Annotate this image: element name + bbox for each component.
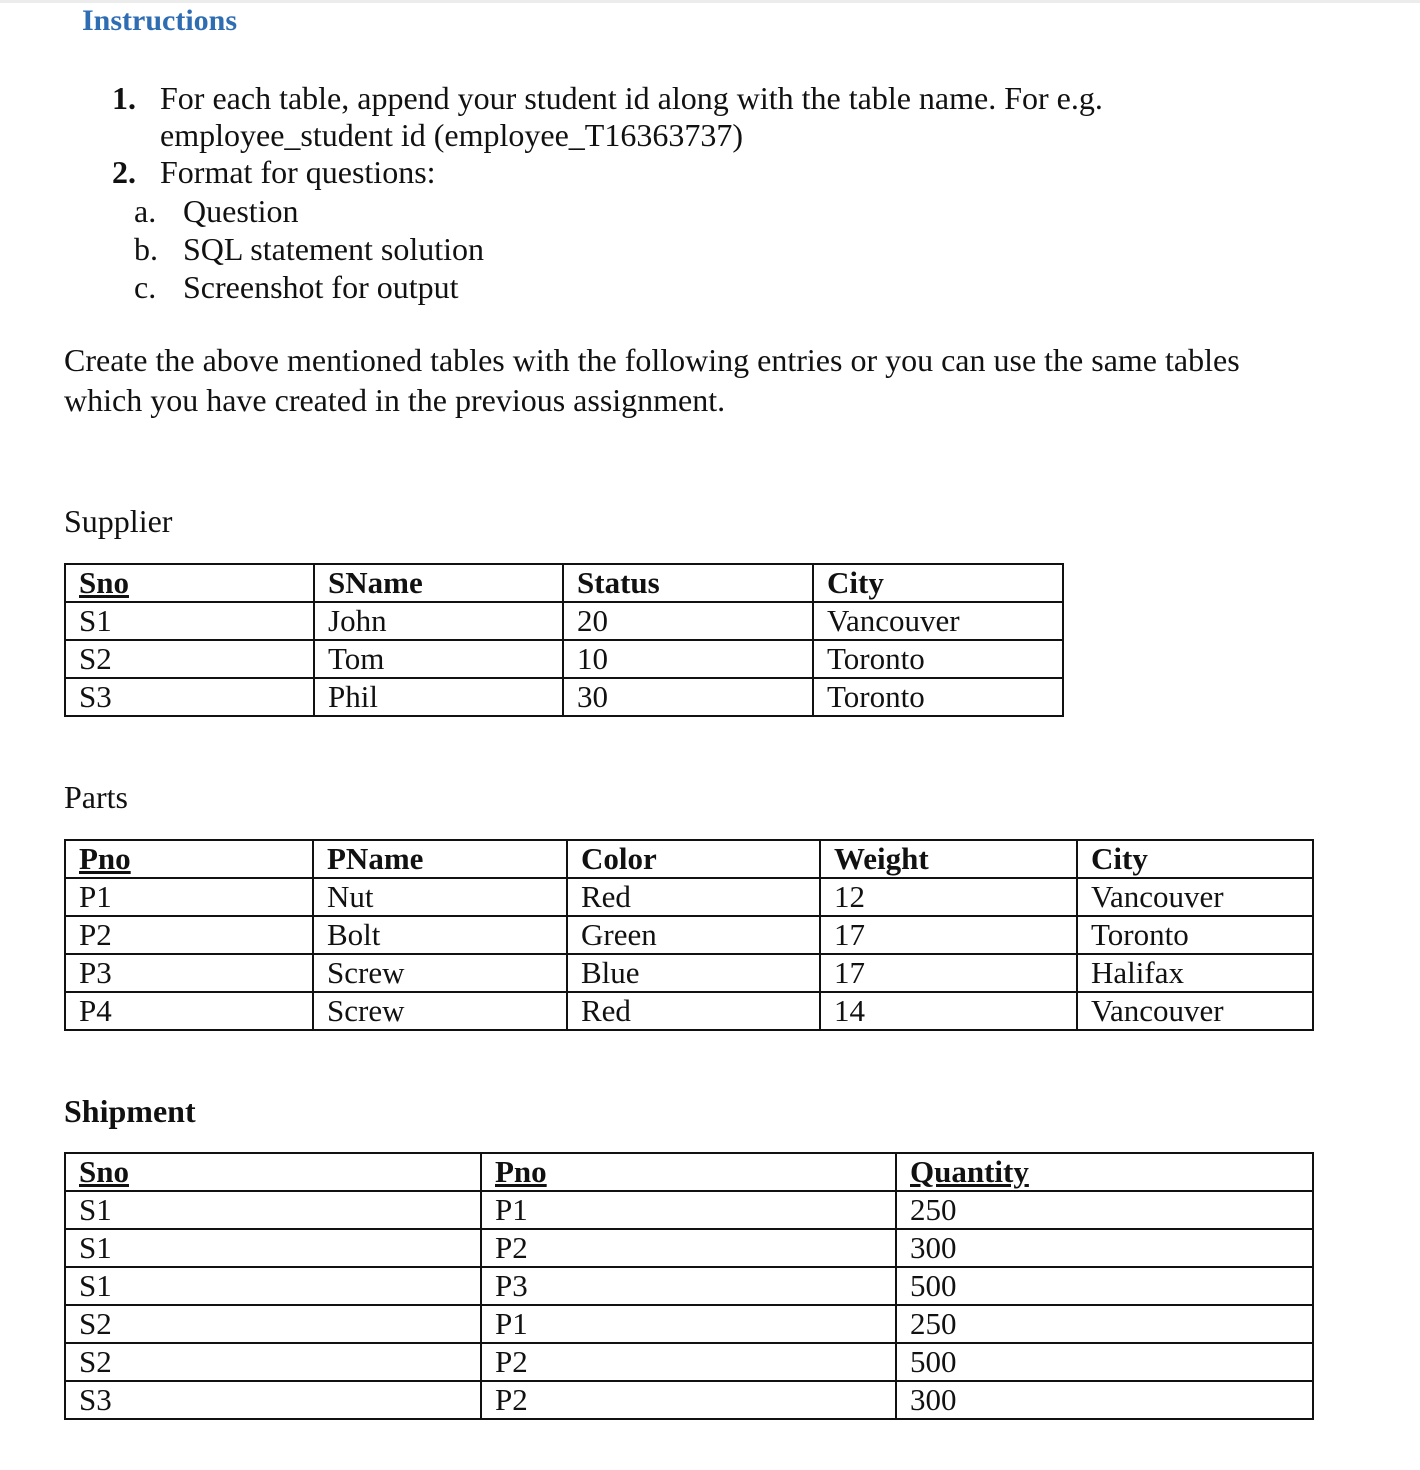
table-cell: Bolt <box>313 916 567 954</box>
table-cell: 500 <box>896 1343 1313 1381</box>
table-cell: S1 <box>65 1267 481 1305</box>
table-cell: 250 <box>896 1305 1313 1343</box>
table-cell: Halifax <box>1077 954 1313 992</box>
table-cell: Vancouver <box>813 602 1063 640</box>
table-cell: 20 <box>563 602 813 640</box>
column-header-pno: Pno <box>481 1153 896 1191</box>
table-cell: Blue <box>567 954 820 992</box>
list-item <box>112 80 1212 154</box>
column-header-city: City <box>1077 840 1313 878</box>
table-cell: P1 <box>481 1191 896 1229</box>
table-cell: Screw <box>313 992 567 1030</box>
table-cell: S2 <box>65 1343 481 1381</box>
column-header-pno: Pno <box>65 840 313 878</box>
table-row <box>65 1229 1313 1267</box>
table-cell: Green <box>567 916 820 954</box>
column-header-quantity: Quantity <box>896 1153 1313 1191</box>
table-cell: 12 <box>820 878 1077 916</box>
table-cell: P3 <box>481 1267 896 1305</box>
shipment-table <box>64 1152 1314 1420</box>
table-row <box>65 954 1313 992</box>
table-cell: Toronto <box>1077 916 1313 954</box>
list-item-number: 1. <box>112 80 136 116</box>
table-cell: Vancouver <box>1077 878 1313 916</box>
table-cell: 10 <box>563 640 813 678</box>
column-header-status: Status <box>563 564 813 602</box>
table-cell: S1 <box>65 1229 481 1267</box>
table-cell: Screw <box>313 954 567 992</box>
table-cell: P2 <box>481 1381 896 1419</box>
parts-table-label: Parts <box>64 779 128 815</box>
table-cell: Vancouver <box>1077 992 1313 1030</box>
column-header-city: City <box>813 564 1063 602</box>
table-row <box>65 1305 1313 1343</box>
table-row <box>65 992 1313 1030</box>
shipment-table-label: Shipment <box>64 1093 196 1129</box>
table-cell: John <box>314 602 563 640</box>
table-cell: S3 <box>65 678 314 716</box>
table-cell: Phil <box>314 678 563 716</box>
sublist-item-text: Question <box>183 193 299 229</box>
table-cell: S1 <box>65 1191 481 1229</box>
table-row <box>65 1343 1313 1381</box>
question-format-list <box>134 192 484 306</box>
table-cell: 17 <box>820 954 1077 992</box>
table-cell: S1 <box>65 602 314 640</box>
table-cell: 500 <box>896 1267 1313 1305</box>
table-row <box>65 678 1063 716</box>
table-cell: S3 <box>65 1381 481 1419</box>
table-cell: Red <box>567 878 820 916</box>
table-cell: 300 <box>896 1229 1313 1267</box>
list-item-number: 2. <box>112 154 136 190</box>
column-header-sno: Sno <box>65 564 314 602</box>
table-header-row <box>65 564 1063 602</box>
table-row <box>65 1267 1313 1305</box>
list-item <box>112 154 1212 191</box>
table-cell: S2 <box>65 1305 481 1343</box>
table-row <box>65 878 1313 916</box>
table-cell: Toronto <box>813 678 1063 716</box>
table-row <box>65 1381 1313 1419</box>
sublist-item <box>134 268 484 306</box>
table-cell: P4 <box>65 992 313 1030</box>
table-cell: Red <box>567 992 820 1030</box>
table-cell: P1 <box>65 878 313 916</box>
table-cell: 14 <box>820 992 1077 1030</box>
sublist-item-text: SQL statement solution <box>183 231 485 267</box>
table-cell: P1 <box>481 1305 896 1343</box>
table-row <box>65 602 1063 640</box>
list-item-text: Format for questions: <box>160 154 436 190</box>
sublist-item-text: Screenshot for output <box>183 269 459 305</box>
column-header-color: Color <box>567 840 820 878</box>
table-cell: 300 <box>896 1381 1313 1419</box>
table-cell: P3 <box>65 954 313 992</box>
sublist-item <box>134 192 484 230</box>
list-item-text: For each table, append your student id along with the table name. For e.g. employee_student id (employee_T16363737) <box>160 80 1103 153</box>
table-cell: 17 <box>820 916 1077 954</box>
sublist-item-letter: b. <box>134 231 158 267</box>
supplier-table <box>64 563 1064 717</box>
table-cell: P2 <box>65 916 313 954</box>
table-cell: Tom <box>314 640 563 678</box>
table-row <box>65 1191 1313 1229</box>
table-header-row <box>65 840 1313 878</box>
instructions-list <box>112 80 1212 191</box>
table-cell: 250 <box>896 1191 1313 1229</box>
table-row <box>65 640 1063 678</box>
table-row <box>65 916 1313 954</box>
table-cell: P2 <box>481 1229 896 1267</box>
column-header-sname: SName <box>314 564 563 602</box>
table-cell: Nut <box>313 878 567 916</box>
page-top-border <box>0 0 1420 3</box>
table-cell: 30 <box>563 678 813 716</box>
sublist-item-letter: c. <box>134 269 157 305</box>
table-cell: S2 <box>65 640 314 678</box>
supplier-table-label: Supplier <box>64 503 173 539</box>
column-header-sno: Sno <box>65 1153 481 1191</box>
table-cell: P2 <box>481 1343 896 1381</box>
parts-table <box>64 839 1314 1031</box>
column-header-weight: Weight <box>820 840 1077 878</box>
column-header-pname: PName <box>313 840 567 878</box>
table-header-row <box>65 1153 1313 1191</box>
intro-paragraph: Create the above mentioned tables with the following entries or you can use the same tables which you have created in the previous assignment. <box>64 342 1240 418</box>
table-cell: Toronto <box>813 640 1063 678</box>
sublist-item <box>134 230 484 268</box>
sublist-item-letter: a. <box>134 193 157 229</box>
instructions-heading: Instructions <box>82 4 238 37</box>
